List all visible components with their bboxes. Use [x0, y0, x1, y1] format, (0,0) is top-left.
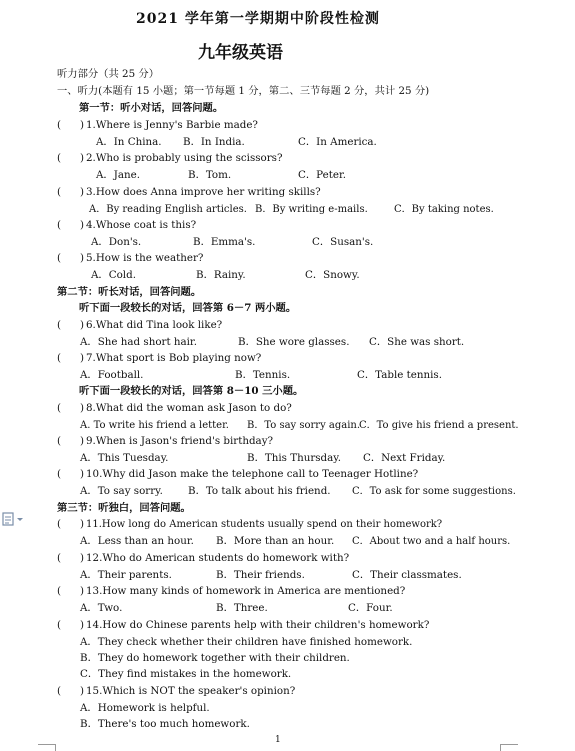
question-2: 2.Who is probably using the scissors?: [86, 152, 283, 164]
answer-paren-15: (: [57, 685, 62, 697]
q10-option-a: A．To say sorry.: [80, 485, 163, 497]
question-9: 9.When is Jason's friend's birthday?: [86, 435, 274, 447]
answer-paren-close-2: ): [80, 152, 85, 164]
section2-instruction-2: 听下面一段较长的对话，回答第 8－10 三小题。: [79, 385, 304, 397]
q4-option-a: A．Don's.: [91, 236, 142, 248]
question-13: 13.How many kinds of homework in America are mentioned?: [86, 585, 406, 597]
q11-option-a: A．Less than an hour.: [80, 535, 194, 547]
answer-paren-close-10: ): [80, 468, 85, 480]
section1-heading: 第一节：听小对话，回答问题。: [79, 102, 224, 114]
q3-option-a: A．By reading English articles.: [89, 204, 247, 215]
question-5: 5.How is the weather?: [86, 252, 204, 264]
q9-option-a: A．This Tuesday.: [80, 452, 169, 464]
answer-paren-11: (: [57, 518, 62, 530]
q1-option-c: C．In America.: [298, 136, 377, 148]
answer-paren-close-7: ): [80, 352, 85, 364]
exam-subtitle: 九年级英语: [198, 43, 283, 63]
question-11: 11.How long do American students usually spend on their homework?: [86, 519, 443, 530]
answer-paren-close-3: ): [80, 186, 85, 198]
q13-option-c: C．Four.: [348, 602, 393, 614]
answer-paren-close-13: ): [80, 585, 85, 597]
question-15: 15.Which is NOT the speaker's opinion?: [86, 685, 296, 697]
q2-option-c: C．Peter.: [298, 169, 347, 181]
question-6: 6.What did Tina look like?: [86, 319, 223, 331]
answer-paren-close-15: ): [80, 685, 85, 697]
crop-mark-right: [500, 744, 518, 745]
answer-paren-14: (: [57, 619, 62, 631]
answer-paren-close-6: ): [80, 319, 85, 331]
answer-paren-12: (: [57, 552, 62, 564]
answer-paren-4: (: [57, 219, 62, 231]
q8-option-b: B．To say sorry again.: [247, 420, 361, 431]
crop-mark-left-vertical: [55, 744, 56, 751]
q15-option-b: B．There's too much homework.: [80, 718, 250, 730]
q1-option-b: B．In India.: [183, 136, 245, 148]
q8-option-c: C．To give his friend a present.: [359, 420, 519, 431]
q5-option-a: A．Cold.: [91, 269, 136, 281]
q4-option-c: C．Susan's.: [312, 236, 374, 248]
answer-paren-close-12: ): [80, 552, 85, 564]
answer-paren-3: (: [57, 186, 62, 198]
q13-option-a: A．Two.: [80, 602, 123, 614]
q10-option-c: C．To ask for some suggestions.: [352, 486, 516, 497]
answer-paren-10: (: [57, 468, 62, 480]
answer-paren-close-4: ): [80, 219, 85, 231]
q5-option-b: B．Rainy.: [196, 269, 246, 281]
crop-mark-right-vertical: [500, 744, 501, 751]
q11-option-c: C．About two and a half hours.: [352, 536, 511, 547]
answer-paren-8: (: [57, 402, 62, 414]
question-4: 4.Whose coat is this?: [86, 219, 197, 231]
q3-option-b: B．By writing e-mails.: [255, 204, 368, 215]
answer-paren-close-11: ): [80, 518, 85, 530]
q7-option-a: A．Football.: [80, 369, 144, 381]
part-heading: 听力部分（共 25 分）: [57, 68, 160, 80]
q4-option-b: B．Emma's.: [193, 236, 256, 248]
answer-paren-1: (: [57, 119, 62, 131]
answer-paren-6: (: [57, 319, 62, 331]
page-number: 1: [275, 735, 281, 745]
section-heading: 一、听力(本题有 15 小题；第一节每题 1 分，第二、三节每题 2 分，共计 25 分): [57, 85, 430, 97]
answer-paren-close-14: ): [80, 619, 85, 631]
question-10: 10.Why did Jason make the telephone call to Teenager Hotline?: [86, 468, 419, 480]
q10-option-b: B．To talk about his friend.: [188, 485, 331, 497]
q5-option-c: C．Snowy.: [305, 269, 360, 281]
q2-option-a: A．Jane.: [96, 169, 140, 181]
document-comment-icon[interactable]: [2, 512, 24, 526]
question-12: 12.Who do American students do homework with?: [86, 552, 350, 564]
crop-mark-left: [38, 744, 56, 745]
answer-paren-7: (: [57, 352, 62, 364]
q12-option-b: B．Their friends.: [216, 569, 305, 581]
question-3: 3.How does Anna improve her writing skills?: [86, 186, 321, 198]
q8-option-a: A. To write his friend a letter.: [80, 420, 229, 431]
answer-paren-close-5: ): [80, 252, 85, 264]
q9-option-b: B．This Thursday.: [247, 452, 342, 464]
q3-option-c: C．By taking notes.: [394, 204, 494, 215]
answer-paren-9: (: [57, 435, 62, 447]
q14-option-a: A．They check whether their children have finished homework.: [80, 636, 413, 648]
q13-option-b: B．Three.: [216, 602, 268, 614]
answer-paren-2: (: [57, 152, 62, 164]
q12-option-c: C．Their classmates.: [352, 569, 462, 581]
answer-paren-close-1: ): [80, 119, 85, 131]
question-8: 8.What did the woman ask Jason to do?: [86, 402, 292, 414]
q2-option-b: B．Tom.: [188, 169, 232, 181]
section2-instruction-1: 听下面一段较长的对话，回答第 6－7 两小题。: [79, 302, 297, 314]
q14-option-c: C．They find mistakes in the homework.: [80, 668, 292, 680]
q11-option-b: B．More than an hour.: [216, 535, 335, 547]
answer-paren-close-9: ): [80, 435, 85, 447]
answer-paren-close-8: ): [80, 402, 85, 414]
question-1: 1.Where is Jenny's Barbie made?: [86, 119, 258, 131]
q6-option-b: B．She wore glasses.: [238, 336, 350, 348]
q15-option-a: A．Homework is helpful.: [80, 702, 210, 714]
answer-paren-5: (: [57, 252, 62, 264]
question-14: 14.How do Chinese parents help with their children's homework?: [86, 619, 430, 631]
answer-paren-13: (: [57, 585, 62, 597]
q14-option-b: B．They do homework together with their children.: [80, 652, 350, 664]
q1-option-a: A．In China.: [96, 136, 162, 148]
exam-title: 2021 学年第一学期期中阶段性检测: [136, 11, 380, 27]
q6-option-a: A．She had short hair.: [80, 336, 197, 348]
q12-option-a: A．Their parents.: [80, 569, 172, 581]
question-7: 7.What sport is Bob playing now?: [86, 352, 262, 364]
section3-heading: 第三节：听独白，回答问题。: [57, 502, 191, 514]
q7-option-c: C．Table tennis.: [357, 369, 442, 381]
section2-heading: 第二节：听长对话，回答问题。: [57, 286, 202, 298]
q7-option-b: B．Tennis.: [235, 369, 291, 381]
q6-option-c: C．She was short.: [369, 336, 465, 348]
q9-option-c: C．Next Friday.: [363, 452, 446, 464]
